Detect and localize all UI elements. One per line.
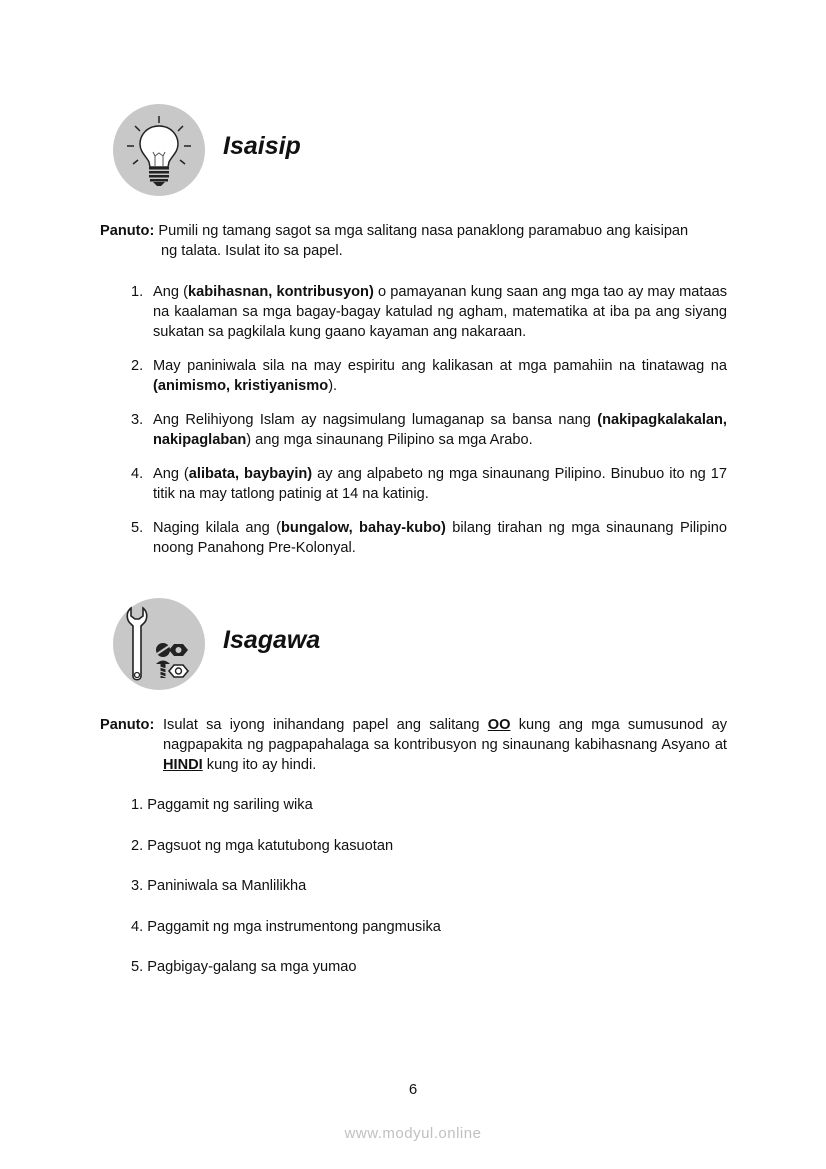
list-item: 5. Pagbigay-galang sa mga yumao [131, 959, 357, 975]
wrench-tools-icon [113, 598, 205, 690]
question-number: 3. [131, 412, 144, 428]
watermark: www.modyul.online [344, 1125, 482, 1142]
section-title-isaisip: Isaisip [223, 132, 301, 160]
question-number: 5. [131, 520, 144, 536]
instruction-text-part: kung ang mga sumusunod ay nagpapakita ng pagpapahalaga sa kontribusyon ng sinaunang kabihasnang Asyano at [163, 717, 727, 753]
question-item [131, 410, 727, 450]
lightbulb-icon [113, 104, 205, 196]
question-text: Ang Relihiyong Islam ay nagsimulang lumaganap sa bansa nang [153, 412, 598, 428]
panuto-label: Panuto: [100, 717, 155, 733]
question-item [131, 518, 727, 558]
question-text: May paniniwala sila na may espiritu ang kalikasan at mga pamahiin na tinatawag na [153, 358, 727, 374]
question-text: Ang ( [153, 284, 188, 300]
question-text: Ang ( [153, 466, 189, 482]
question-number: 4. [131, 466, 144, 482]
isaisip-header [113, 104, 513, 196]
question-number: 1. [131, 284, 144, 300]
choice-options: kabihasnan, kontribusyon) [188, 284, 374, 300]
question-text: o pamayanan kung saan ang mga tao ay may mataas na kaalaman sa mga bagay-bagay katulad ng agham, matematika at iba pa ang siyang sukatan sa pagkilala kung gaano kayaman ang nakaraan. [153, 284, 727, 340]
panuto-label: Panuto: [100, 223, 155, 239]
question-item [131, 356, 727, 396]
list-item: 2. Pagsuot ng mga katutubong kasuotan [131, 837, 394, 854]
question-text: ay ang alpabeto ng mga sinaunang Pilipino. Binubuo ito ng 17 titik na may tatlong patinig at 14 na katinig. [153, 466, 727, 502]
question-text: bilang tirahan ng mga sinaunang Pilipino noong Panahong Pre-Kolonyal. [153, 520, 727, 556]
instruction-text-continued: ng talata. Isulat ito sa papel. [161, 243, 343, 259]
page-number: 6 [408, 1081, 418, 1098]
choice-options: bungalow, bahay-kubo) [281, 520, 446, 536]
list-item: 1. Paggamit ng sariling wika [131, 797, 313, 813]
isaisip-instructions [100, 221, 727, 261]
question-text: ). [328, 378, 338, 394]
choice-options: alibata, baybayin) [188, 466, 313, 482]
answer-keyword-hindi: HINDI [163, 757, 203, 773]
isagawa-instructions [100, 715, 727, 775]
choice-options: (animismo, kristiyanismo [153, 378, 329, 394]
isaisip-question-list [131, 282, 727, 558]
section-title-isagawa: Isagawa [223, 626, 321, 654]
question-text: Naging kilala ang ( [153, 520, 282, 536]
instruction-text [163, 715, 727, 775]
list-item: 3. Paniniwala sa Manlilikha [131, 878, 307, 894]
answer-keyword-oo: OO [487, 717, 511, 733]
isagawa-item-list [131, 795, 441, 998]
isagawa-header [113, 598, 513, 690]
question-item [131, 464, 727, 504]
question-item [131, 282, 727, 342]
choice-options: (nakipagkalakalan, nakipaglaban [153, 412, 727, 448]
instruction-text: Pumili ng tamang sagot sa mga salitang nasa panaklong paramabuo ang kaisipan [158, 223, 689, 239]
question-number: 2. [131, 358, 144, 374]
question-text: ) ang mga sinaunang Pilipino sa mga Arabo. [246, 432, 533, 448]
list-item: 4. Paggamit ng mga instrumentong pangmusika [131, 918, 441, 935]
instruction-text-part: Isulat sa iyong inihandang papel ang salitang [163, 717, 488, 733]
instruction-text-part: kung ito ay hindi. [202, 757, 317, 773]
